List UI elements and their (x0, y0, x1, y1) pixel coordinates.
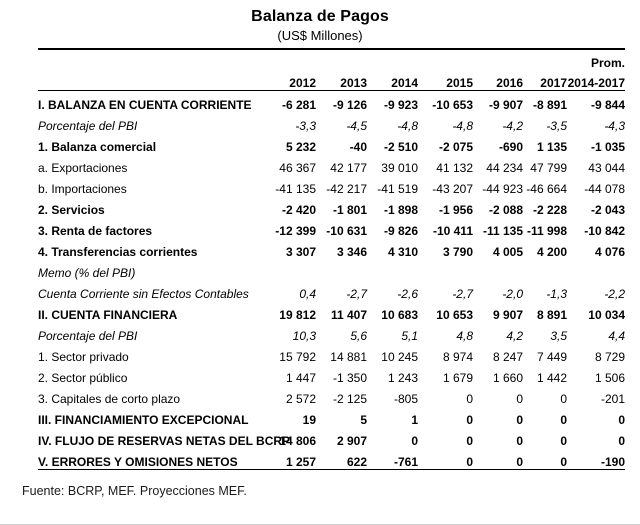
row-value-2016: 4,2 (506, 329, 523, 343)
table-row (38, 259, 625, 280)
row-value-2013: -40 (349, 140, 367, 154)
row-value-2012: 3 307 (285, 245, 316, 259)
row-value-prom: 43 044 (588, 161, 625, 175)
header-spacer-2015 (418, 50, 473, 70)
row-label: III. FINANCIAMIENTO EXCEPCIONAL (38, 413, 249, 427)
row-value-2012: -12 399 (275, 224, 316, 238)
column-header-2012: 2012 (289, 76, 316, 90)
table-row (38, 133, 625, 154)
row-label: Memo (% del PBI) (38, 266, 136, 280)
row-value-2015: 0 (466, 455, 473, 469)
row-value-2014: -4,8 (397, 119, 418, 133)
page-subtitle: (US$ Millones) (277, 28, 363, 43)
row-label: 1. Sector privado (38, 350, 129, 364)
table-row (38, 448, 625, 470)
page-title: Balanza de Pagos (251, 8, 389, 25)
row-value-2012: 19 812 (279, 308, 316, 322)
row-value-2013: -1 350 (332, 371, 367, 385)
row-value-2012: -3,3 (295, 119, 316, 133)
table-header-prom-row (38, 50, 625, 70)
header-spacer-2014 (367, 50, 418, 70)
row-value-2012: 14 806 (279, 434, 316, 448)
row-value-2012: -41 135 (275, 182, 316, 196)
row-label: Porcentaje del PBI (38, 329, 138, 343)
row-label: 3. Renta de factores (38, 224, 153, 238)
row-value-2015: -4,8 (452, 119, 473, 133)
row-value-2017: -8 891 (532, 98, 567, 112)
row-value-2013: -1 801 (332, 203, 367, 217)
row-value-2016: 9 907 (492, 308, 523, 322)
row-label: Cuenta Corriente sin Efectos Contables (38, 287, 249, 301)
row-value-2016: -44 923 (482, 182, 523, 196)
row-value-2015: -2 075 (438, 140, 473, 154)
row-value-prom: -44 078 (584, 182, 625, 196)
row-value-2017: -3,5 (546, 119, 567, 133)
table-row (38, 154, 625, 175)
row-value-2017: 0 (560, 392, 567, 406)
row-value-2014: -2 510 (383, 140, 418, 154)
row-value-2016: -2,0 (502, 287, 523, 301)
column-header-2014: 2014 (391, 76, 418, 90)
row-value-2016: 8 247 (492, 350, 523, 364)
row-value-prom: -201 (600, 392, 625, 406)
row-value-2014: 39 010 (381, 161, 418, 175)
row-value-2013: 622 (346, 455, 367, 469)
row-value-2015: 10 653 (436, 308, 473, 322)
row-value-2017: 8 891 (536, 308, 567, 322)
row-label: IV. FLUJO DE RESERVAS NETAS DEL BCRP (38, 434, 291, 448)
table-row (38, 364, 625, 385)
row-value-2016: 4 005 (492, 245, 523, 259)
row-value-2015: -10 411 (432, 224, 473, 238)
table-rule-bottom (38, 470, 625, 471)
row-value-2016: 0 (516, 392, 523, 406)
row-value-2017: 4 200 (536, 245, 567, 259)
row-value-2014: 10 683 (381, 308, 418, 322)
row-label: V. ERRORES Y OMISIONES NETOS (38, 455, 238, 469)
row-value-2014: -1 898 (383, 203, 418, 217)
row-value-2016: 44 234 (486, 161, 523, 175)
row-value-2014: -761 (393, 455, 418, 469)
column-header-2015: 2015 (446, 76, 473, 90)
row-label: II. CUENTA FINANCIERA (38, 308, 178, 322)
row-value-2017: 47 799 (530, 161, 567, 175)
row-value-prom: 0 (618, 434, 625, 448)
table-row (38, 175, 625, 196)
row-value-2015: 3 790 (442, 245, 473, 259)
row-value-2013: 42 177 (330, 161, 367, 175)
row-value-2013: -10 631 (326, 224, 367, 238)
row-value-2013: 11 407 (330, 308, 367, 322)
table-row (38, 322, 625, 343)
row-value-prom: -190 (600, 455, 625, 469)
row-value-2017: 0 (560, 434, 567, 448)
row-value-2012: 19 (302, 413, 316, 427)
row-label: a. Exportaciones (38, 161, 128, 175)
row-value-prom (567, 259, 625, 280)
row-value-2012: 2 572 (285, 392, 316, 406)
row-value-2016: -4,2 (502, 119, 523, 133)
row-value-2012: 46 367 (279, 161, 316, 175)
row-value-2015: 0 (466, 413, 473, 427)
column-header-2013: 2013 (340, 76, 367, 90)
row-value-2017: 1 442 (536, 371, 567, 385)
row-label: 2. Sector público (38, 371, 128, 385)
table-row (38, 112, 625, 133)
row-label: b. Importaciones (38, 182, 127, 196)
row-value-2016: -2 088 (488, 203, 523, 217)
row-value-2015: 8 974 (442, 350, 473, 364)
row-value-prom: -2 043 (590, 203, 625, 217)
row-value-prom: -4,3 (604, 119, 625, 133)
column-header-2016: 2016 (496, 76, 523, 90)
row-value-2016: -690 (498, 140, 523, 154)
row-value-2015: -1 956 (438, 203, 473, 217)
header-spacer (38, 50, 265, 70)
row-value-2014: -2,6 (397, 287, 418, 301)
row-label: 2. Servicios (38, 203, 105, 217)
row-value-2017: -2 228 (532, 203, 567, 217)
table-row (38, 343, 625, 364)
row-label: 1. Balanza comercial (38, 140, 157, 154)
row-value-prom: 4,4 (608, 329, 625, 343)
row-value-prom: -9 844 (590, 98, 625, 112)
row-value-2013 (316, 259, 367, 280)
row-value-2014: 5,1 (401, 329, 418, 343)
header-prom-label: Prom. (590, 56, 625, 70)
row-value-2016: -9 907 (488, 98, 523, 112)
row-value-prom: 0 (618, 413, 625, 427)
row-value-2015: -2,7 (452, 287, 473, 301)
row-label: I. BALANZA EN CUENTA CORRIENTE (38, 98, 252, 112)
row-value-prom: 8 729 (594, 350, 625, 364)
row-value-2012: 5 232 (285, 140, 316, 154)
row-value-prom: 1 506 (594, 371, 625, 385)
row-value-2014 (367, 259, 418, 280)
row-value-2013: -4,5 (346, 119, 367, 133)
row-value-2013: -42 217 (326, 182, 367, 196)
row-value-2017: -1,3 (546, 287, 567, 301)
row-value-2012 (265, 259, 316, 280)
row-value-2014: 4 310 (387, 245, 418, 259)
row-value-2017: 1 135 (536, 140, 567, 154)
row-value-2012: -2 420 (281, 203, 316, 217)
table-row (38, 196, 625, 217)
row-value-2014: -41 519 (377, 182, 418, 196)
row-value-prom: -1 035 (590, 140, 625, 154)
row-value-2014: 0 (411, 434, 418, 448)
row-label: 4. Transferencias corrientes (38, 245, 198, 259)
row-value-2015: -43 207 (432, 182, 473, 196)
row-value-2013: 3 346 (336, 245, 367, 259)
row-value-2014: -805 (393, 392, 418, 406)
row-value-2012: 15 792 (279, 350, 316, 364)
row-value-2015 (418, 259, 473, 280)
row-value-2014: -9 923 (383, 98, 418, 112)
table-row (38, 91, 625, 112)
row-value-prom: -10 842 (584, 224, 625, 238)
row-value-2016: -11 135 (482, 224, 523, 238)
title-block (0, 0, 640, 44)
row-value-2017 (523, 259, 567, 280)
row-value-2013: -2 125 (332, 392, 367, 406)
row-value-2016: 1 660 (492, 371, 523, 385)
row-value-2013: 5 (360, 413, 367, 427)
row-value-2014: 10 245 (381, 350, 418, 364)
row-value-2013: -9 126 (332, 98, 367, 112)
row-value-2017: 0 (560, 455, 567, 469)
row-value-2013: 14 881 (330, 350, 367, 364)
row-value-2014: 1 243 (387, 371, 418, 385)
row-value-2012: -6 281 (281, 98, 316, 112)
row-label: Porcentaje del PBI (38, 119, 138, 133)
column-header-2017: 2017 (540, 76, 567, 90)
table-row (38, 301, 625, 322)
row-value-2012: 1 257 (285, 455, 316, 469)
row-value-2015: 0 (466, 392, 473, 406)
table-row (38, 217, 625, 238)
row-value-2012: 1 447 (285, 371, 316, 385)
row-value-2013: 2 907 (336, 434, 367, 448)
row-value-2015: -10 653 (432, 98, 473, 112)
table-container (38, 44, 625, 470)
row-value-2015: 1 679 (442, 371, 473, 385)
table-row (38, 427, 625, 448)
header-spacer-2013 (316, 50, 367, 70)
row-value-prom: -2,2 (604, 287, 625, 301)
row-value-prom: 10 034 (588, 308, 625, 322)
header-spacer-2012 (265, 50, 316, 70)
row-value-2017: -11 998 (526, 224, 567, 238)
row-value-2016 (473, 259, 523, 280)
table-header-years-row (38, 70, 625, 91)
header-label-col (38, 70, 265, 91)
source-note: Fuente: BCRP, MEF. Proyecciones MEF. (22, 484, 247, 498)
row-value-2014: -9 826 (383, 224, 418, 238)
row-value-2012: 0,4 (299, 287, 316, 301)
row-value-2013: 5,6 (350, 329, 367, 343)
header-spacer-2016 (473, 50, 523, 70)
row-value-2015: 4,8 (456, 329, 473, 343)
row-value-2015: 0 (466, 434, 473, 448)
row-value-2017: 0 (560, 413, 567, 427)
table-row (38, 385, 625, 406)
row-value-prom: 4 076 (594, 245, 625, 259)
row-value-2012: 10,3 (292, 329, 316, 343)
row-value-2016: 0 (516, 434, 523, 448)
table-row (38, 280, 625, 301)
row-value-2017: 7 449 (536, 350, 567, 364)
row-label: 3. Capitales de corto plazo (38, 392, 181, 406)
table-row (38, 238, 625, 259)
column-header-prom-2014-2017: 2014-2017 (567, 76, 625, 90)
row-value-2013: -2,7 (346, 287, 367, 301)
row-value-2016: 0 (516, 455, 523, 469)
balance-of-payments-table (38, 48, 625, 470)
table-row (38, 406, 625, 427)
header-spacer-2017 (523, 50, 567, 70)
row-value-2017: 3,5 (550, 329, 567, 343)
row-value-2017: -46 664 (526, 182, 567, 196)
row-value-2014: 1 (411, 413, 418, 427)
row-value-2016: 0 (516, 413, 523, 427)
row-value-2015: 41 132 (436, 161, 473, 175)
